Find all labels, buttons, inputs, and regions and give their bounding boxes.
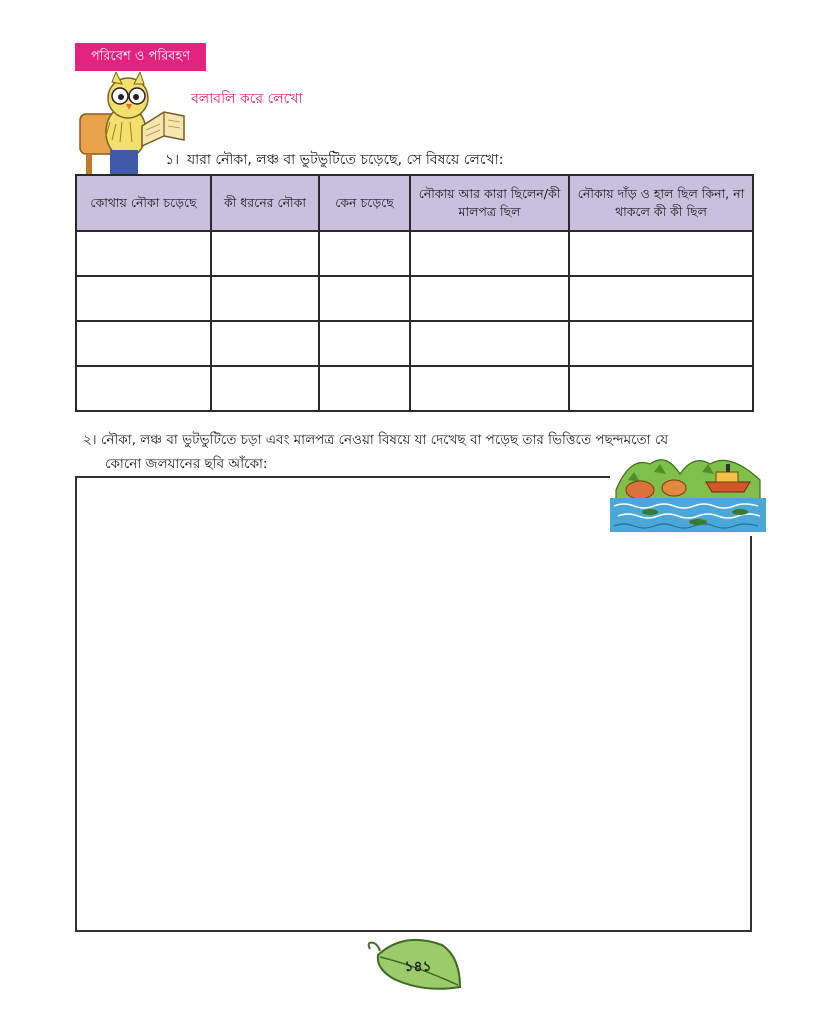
river-boat-illustration — [610, 450, 766, 536]
question-1-text: যারা নৌকা, লঞ্চ বা ভুটভুটিতে চড়েছে, সে বিষয়ে লেখো: — [187, 152, 504, 168]
question-2-line-2: কোনো জলযানের ছবি আঁকো: — [105, 456, 268, 472]
chapter-tag: পরিবেশ ও পরিবহণ — [75, 43, 206, 71]
table-cell[interactable] — [410, 321, 569, 366]
table-cell[interactable] — [569, 366, 753, 411]
table-cell[interactable] — [410, 231, 569, 276]
drawing-area[interactable] — [75, 476, 752, 932]
table-cell[interactable] — [319, 231, 410, 276]
table-row — [76, 366, 753, 411]
table-cell[interactable] — [76, 321, 211, 366]
table-cell[interactable] — [319, 321, 410, 366]
column-header-where: কোথায় নৌকা চড়েছে — [76, 175, 211, 231]
table-cell[interactable] — [211, 366, 319, 411]
table-cell[interactable] — [211, 321, 319, 366]
column-header-boat-type: কী ধরনের নৌকা — [211, 175, 319, 231]
table-cell[interactable] — [569, 231, 753, 276]
table-cell[interactable] — [319, 276, 410, 321]
question-1 — [165, 148, 503, 172]
table-row — [76, 231, 753, 276]
table-cell[interactable] — [76, 231, 211, 276]
question-2-line-1: নৌকা, লঞ্চ বা ভুটভুটিতে চড়া এবং মালপত্র নেওয়া বিষয়ে যা দেখেছ বা পড়েছ তার ভিত্তিতে পছন্দমতো যে — [100, 432, 669, 448]
question-2-number: ২। — [83, 432, 97, 448]
question-1-number: ১। — [165, 152, 180, 168]
table-cell[interactable] — [76, 366, 211, 411]
column-header-passengers-goods: নৌকায় আর কারা ছিলেন/কী মালপত্র ছিল — [410, 175, 569, 231]
answer-table — [75, 174, 754, 412]
table-cell[interactable] — [569, 276, 753, 321]
table-cell[interactable] — [211, 276, 319, 321]
table-cell[interactable] — [211, 231, 319, 276]
column-header-oars-rudder: নৌকায় দাঁড় ও হাল ছিল কিনা, না থাকলে কী কী ছিল — [569, 175, 753, 231]
table-row — [76, 276, 753, 321]
table-cell[interactable] — [410, 366, 569, 411]
table-cell[interactable] — [569, 321, 753, 366]
table-header-row — [76, 175, 753, 231]
table-cell[interactable] — [319, 366, 410, 411]
table-cell[interactable] — [76, 276, 211, 321]
section-heading: বলাবলি করে লেখো — [191, 91, 303, 107]
page-number: ১৪১ — [404, 959, 432, 975]
table-cell[interactable] — [410, 276, 569, 321]
table-row — [76, 321, 753, 366]
column-header-why: কেন চড়েছে — [319, 175, 410, 231]
